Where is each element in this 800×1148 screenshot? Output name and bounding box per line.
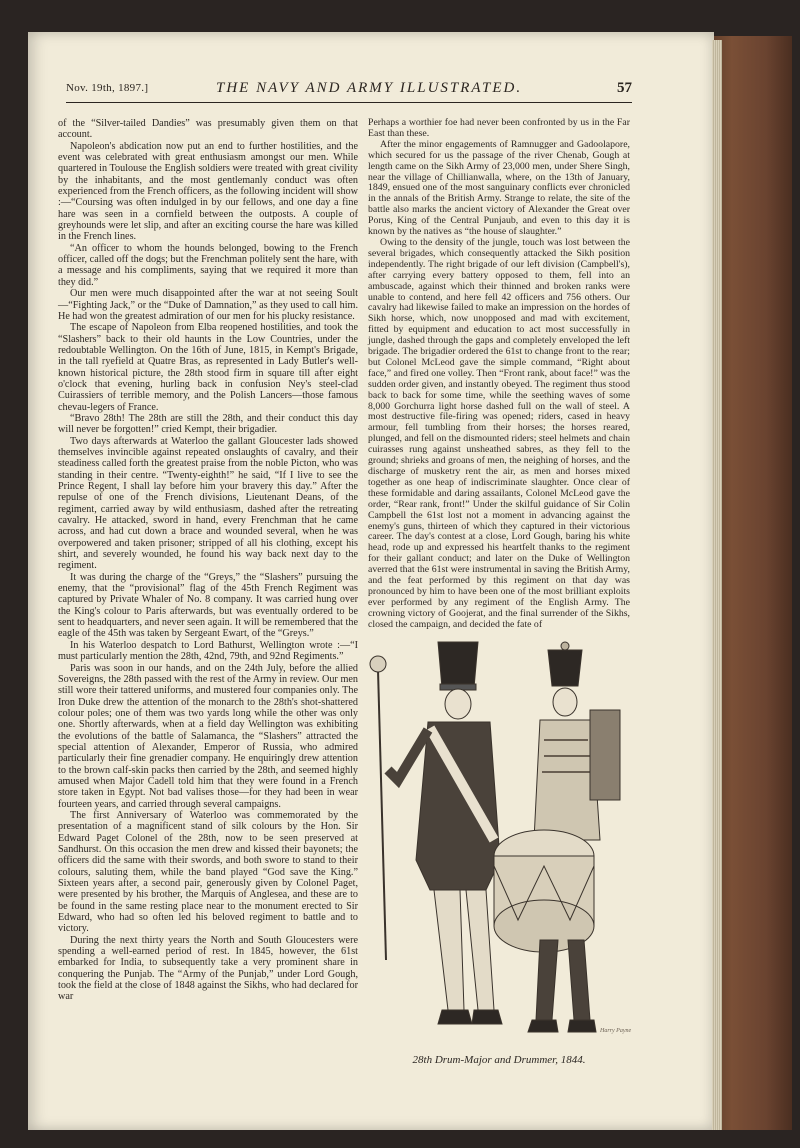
left-column [58,118,358,1003]
paragraph: Napoleon's abdication now put an end to further hostilities, and the event was celebrated with great enthusiasm amongst our men. While quartered in Toulouse the English soldiers were treated with great civility by the inhabitants, and the most gentlemanly conduct was often experienced from the French officers, as the following incident will show :—“Coursing was often indulged in by our fellows, and one day a fine hare was seen in a cornfield between the outposts. A couple of greyhounds were let slip, and after an exciting course the hare was killed in the French lines. [58,140,358,243]
paragraph: Two days afterwards at Waterloo the gallant Gloucester lads showed themselves invincible against repeated onslaughts of cavalry, and their steadiness called forth the greatest praise from the noble Picton, who was standing in their centre. “Twenty-eighth!” he said, “If I live to see the Prince Regent, I shall lay before him your bravery this day.” After the repulse of one of the French divisions, Lieutenant Deans, of the regiment, carried away by wild enthusiasm, dashed after the retreating cavalry. He attacked, sword in hand, every Frenchman that he came across, and had cut down a brace and wounded several, when he was overpowered and taken prisoner; stripped of all his clothing, except his shirt, and severely wounded, he found his way back next day to the regiment. [58,435,358,572]
paragraph: After the minor engagements of Ramnugger and Gadoolapore, which secured for us the passage of the river Chenab, Gough at length came on the Sikh Army of 23,000 men, under Shere Singh, near the village of Chillianwalla, where, on the 13th of January, 1849, ensued one of the most sanguinary conflicts ever chronicled in the annals of the British Army. Strange to relate, the site of the battle also marks the ancient victory of Alexander the Great over Porus, King of the Central Punjaub, and even to this day it is known by the natives as “the house of slaughter.” [368,138,630,238]
drum-major-drummer-illustration [368,640,630,1048]
paragraph: Owing to the density of the jungle, touch was lost between the several brigades, which consequently attacked the Sikh position independently. The right brigade of our left division (Campbell's), after carrying every battery opposed to them, fell into an ambuscade, against which their thinned and broken ranks were unable to contend, and here fell 42 officers and 756 others. Our cavalry had likewise failed to make an impression on the hordes of Sikh horse, which, now unopposed and mad with excitement, fitted by equipment and education to act most successfully in jungle, dashed through the gaps and completely enveloped the left brigade. The brigadier ordered the 61st to change front to the rear; but Colonel McLeod gave the simple command, “Right about face,” and fired one volley. Then “Front rank, about face!” was the sudden order given, and instantly obeyed. The regiment thus stood back to back for some time, while the seething waves of some 8,000 Gorchurra light horse dashed full on the wall of steel. A most destructive file-firing was opened; riders, cased in heavy armour, fell tumbling from their horses; the horses reared, plunged, and fell on the dismounted riders; steel helmets and chain cuirasses rung against unsheathed sabres, as they fell to the ground; shrieks and groans of men, the neighing of horses, and the discharge of musketry rent the air, as men and horses mixed together as one heap of indiscriminate slaughter. Once clear of these formidable and daring assailants, Colonel McLeod gave the order, “Rear rank, front!” Under the skilful guidance of Sir Colin Campbell the 61st lost not a moment in advancing against the enemy's guns, thirteen of which they captured in their victorious career. The day's contest at a close, Lord Gough, baring his white head, rode up and expressed his heartfelt thanks to the regiment for their gallant conduct; and later on the Duke of Wellington averred that the 61st were instrumental in saving the British Army, and the feat performed by this regiment on that day was pronounced by him to have been one of the most brilliant exploits ever performed by any regiment of the English Army. The crowning victory of Goojerat, and the final surrender of the Sikhs, closed the campaign, and decided the fate of [368,236,630,630]
paragraph: It was during the charge of the “Greys,” the “Slashers” pursuing the enemy, that the “provisional” flag of the 45th French Regiment was captured by Private Whaler of No. 8 company. It was carried hung over the King's colour to Paris afterwards, but was eventually ordered to be sent to headquarters, and never seen again. It will be remembered that the eagle of the 45th was taken by Sergeant Ewart, of the “Greys.” [58,571,358,640]
paragraph: Perhaps a worthier foe had never been confronted by us in the Far East than these. [368,117,630,139]
paragraph: “Bravo 28th! The 28th are still the 28th, and their conduct this day will never be forgotten!” cried Kempt, their brigadier. [58,412,358,436]
paragraph: During the next thirty years the North and South Gloucesters were spending a well-earned period of rest. In 1845, however, the 61st embarked for India, to subsequently take a very prominent share in conquering the Punjab. The “Army of the Punjab,” under Lord Gough, took the field at the close of 1848 against the Sikhs, who had declared for war [58,934,358,1003]
right-column [368,118,630,631]
running-header [66,80,632,103]
paragraph: “An officer to whom the hounds belonged, bowing to the French officer, called off the dogs; but the Frenchman politely sent the hare, with a message and his compliments, saying that we required it more than they did.” [58,242,358,288]
drum-major-figure [370,642,502,1024]
paragraph: The escape of Napoleon from Elba reopened hostilities, and took the “Slashers” back to their old haunts in the Low Countries, under the redoubtable Wellington. On the 16th of June, 1815, in Kempt's Brigade, in the tall ryefield at Quatre Bras, as represented in Lady Butler's well-known historical picture, the 28th stood firm in square till after eight o'clock that evening, hurling back in confusion Ney's steel-clad Cuirassiers of terrible memory, and the Polish Lancers—those famous chevau-legers of France. [58,322,358,413]
page-stack-edge [712,40,722,1130]
drummer-figure [494,642,620,1032]
illustration-caption: 28th Drum-Major and Drummer, 1844. [412,1054,586,1066]
paragraph: Our men were much disappointed after the war at not seeing Soult—“Fighting Jack,” or the “Duke of Damnation,” as they used to call him. He had won the greatest admiration of our men for his plucky resistance. [58,288,358,322]
paragraph: The first Anniversary of Waterloo was commemorated by the presentation of a magnificent stand of silk colours by the Hon. Sir Edward Paget Colonel of the 28th, now to be seen preserved at Sandhurst. On this occasion the men drew and kissed their bayonets; the officers did the same with their swords, and both swore to stand to their colours, saluting them, while the band played “God save the King.” Sixteen years after, a second pair, generously given by Colonel Paget, were presented by his brother, the Marquis of Anglesea, and these are to be found in the same resting place near to the monument erected to Sir Edward, who had so often led his beloved regiment to battle and to victory. [58,809,358,935]
paragraph: of the “Silver-tailed Dandies” was presumably given them on that account. [58,118,358,141]
header-date: Nov. 19th, 1897.] [66,82,149,94]
page-number: 57 [617,80,632,96]
header-title: THE NAVY AND ARMY ILLUSTRATED. [216,80,523,96]
artist-signature: Harry Payne [600,1028,632,1034]
paragraph: In his Waterloo despatch to Lord Bathurst, Wellington wrote :—“I must particularly mention the 28th, 42nd, 79th, and 92nd Regiments.” [58,639,358,663]
paragraph: Paris was soon in our hands, and on the 24th July, before the allied Sovereigns, the 28th passed with the rest of the Army in review. Our men still wore their tattered uniforms, and mustered four companies only. The Iron Duke drew the attention of the monarch to the 28th's shot-shattered colour poles; one of them was two yards long while the other was only one. Shortly afterwards, when at a field day Wellington was exhibiting the evolutions of the battle of Salamanca, the “Slashers” attracted the special attention of Alexander, Emperor of Russia, who admired particularly their fine grenadier company. He enquiringly drew attention to the brown calf-skin packs then carried by the 28th, and seemed highly amused when Major Cadell told him that they were found in a French store taken in Egypt. Not bad valises those—for they had been in wear fourteen years, and carried through several campaigns. [58,662,358,810]
